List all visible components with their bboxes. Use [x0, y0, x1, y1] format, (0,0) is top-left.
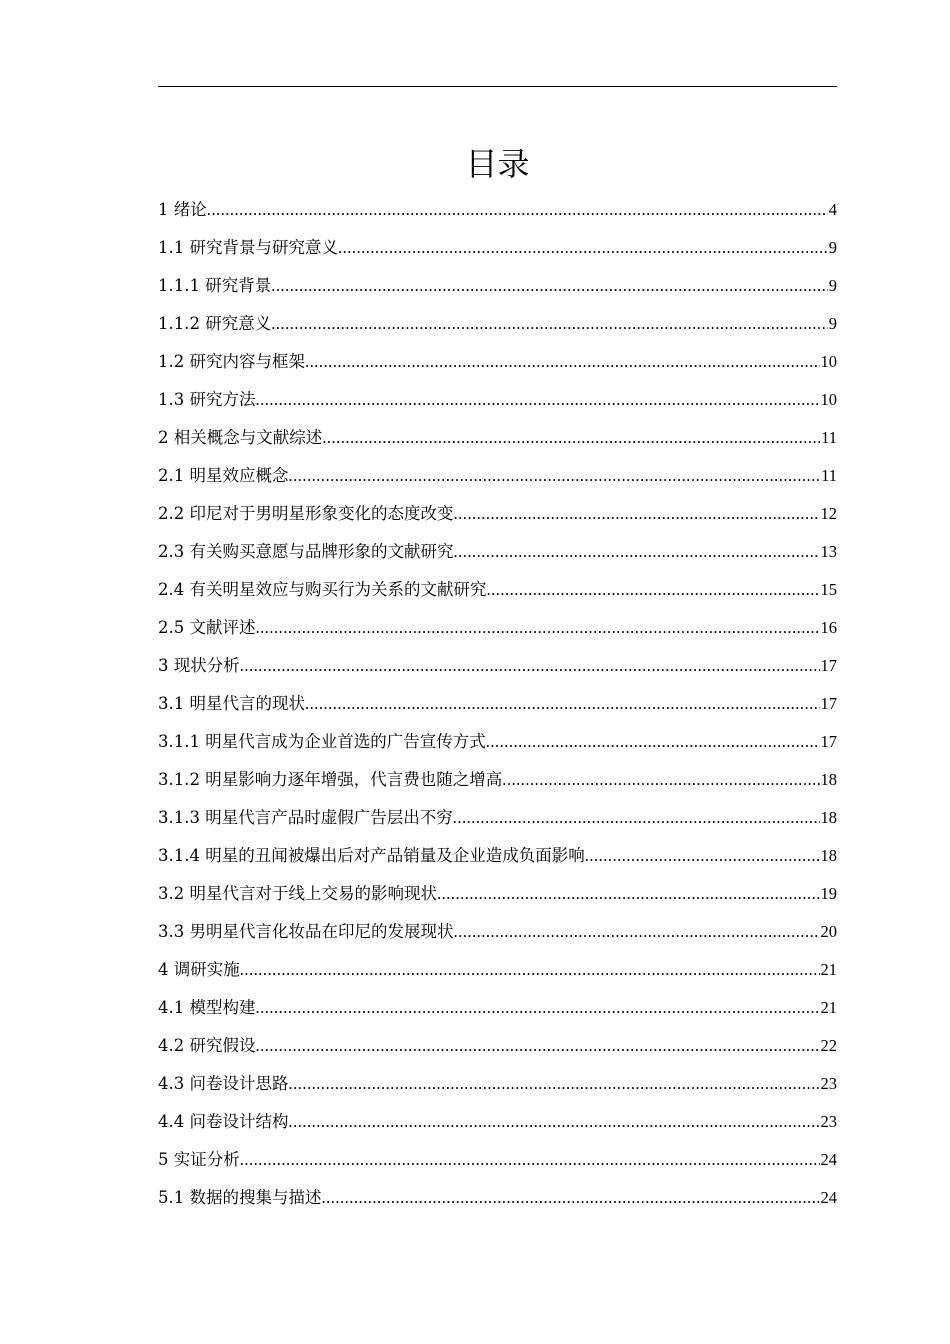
toc-entry[interactable] [158, 723, 837, 761]
toc-entry-page-number: 23 [820, 1112, 837, 1131]
toc-entry[interactable] [158, 837, 837, 875]
toc-entry-label: 2.1 明星效应概念 [158, 466, 289, 485]
toc-entry-page-number: 18 [820, 846, 837, 865]
toc-entry-label: 1 绪论 [158, 200, 207, 219]
toc-dot-leader [454, 495, 820, 533]
toc-dot-leader [437, 875, 820, 913]
toc-entry-page-number: 10 [820, 390, 837, 409]
toc-entry[interactable] [158, 1103, 837, 1141]
toc-entry-page-number: 17 [820, 694, 837, 713]
toc-dot-leader [338, 229, 828, 267]
toc-entry-page-number: 18 [820, 770, 837, 789]
toc-dot-leader [453, 799, 820, 837]
toc-entry-label: 1.1.1 研究背景 [158, 276, 272, 295]
toc-entry-label: 5 实证分析 [158, 1150, 240, 1169]
toc-entry-label: 2.4 有关明星效应与购买行为关系的文献研究 [158, 580, 487, 599]
toc-entry[interactable] [158, 305, 837, 343]
toc-dot-leader [502, 761, 819, 799]
toc-entry-label: 2 相关概念与文献综述 [158, 428, 323, 447]
toc-entry[interactable] [158, 457, 837, 495]
toc-entry-label: 3.1 明星代言的现状 [158, 694, 305, 713]
toc-entry-page-number: 10 [820, 352, 837, 371]
toc-dot-leader [305, 685, 820, 723]
toc-entry-page-number: 18 [820, 808, 837, 827]
toc-dot-leader [322, 1179, 820, 1217]
toc-entry-label: 3 现状分析 [158, 656, 240, 675]
toc-dot-leader [271, 305, 828, 343]
toc-entry[interactable] [158, 571, 837, 609]
toc-entry-label: 1.1.2 研究意义 [158, 314, 272, 333]
toc-dot-leader [322, 419, 820, 457]
toc-entry[interactable] [158, 609, 837, 647]
toc-dot-leader [487, 571, 820, 609]
toc-entry-page-number: 11 [821, 428, 837, 447]
toc-entry-page-number: 4 [828, 200, 837, 219]
toc-entry-label: 3.1.3 明星代言产品时虚假广告层出不穷 [158, 808, 453, 827]
toc-entry[interactable] [158, 495, 837, 533]
toc-entry[interactable] [158, 229, 837, 267]
toc-dot-leader [240, 1141, 820, 1179]
toc-dot-leader [289, 457, 821, 495]
toc-entry[interactable] [158, 343, 837, 381]
toc-dot-leader [256, 609, 820, 647]
toc-entry-page-number: 9 [828, 238, 837, 257]
toc-entry-page-number: 21 [820, 960, 837, 979]
toc-dot-leader [207, 191, 828, 229]
toc-entry-label: 3.3 男明星代言化妆品在印尼的发展现状 [158, 922, 454, 941]
toc-dot-leader [305, 343, 820, 381]
toc-dot-leader [289, 1103, 820, 1141]
toc-entry-label: 1.3 研究方法 [158, 390, 256, 409]
toc-entry-label: 3.1.4 明星的丑闻被爆出后对产品销量及企业造成负面影响 [158, 846, 585, 865]
toc-entry-label: 4.1 模型构建 [158, 998, 256, 1017]
toc-dot-leader [289, 1065, 820, 1103]
toc-entry-page-number: 11 [821, 466, 837, 485]
toc-entry-label: 2.5 文献评述 [158, 618, 256, 637]
toc-dot-leader [585, 837, 820, 875]
toc-entry-page-number: 13 [820, 542, 837, 561]
toc-dot-leader [256, 989, 820, 1027]
toc-entry-page-number: 9 [828, 276, 837, 295]
toc-entry[interactable] [158, 647, 837, 685]
toc-entry-label: 4 调研实施 [158, 960, 240, 979]
toc-entry-label: 3.1.2 明星影响力逐年增强，代言费也随之增高 [158, 770, 503, 789]
toc-entry-label: 4.2 研究假设 [158, 1036, 256, 1055]
toc-entry[interactable] [158, 1179, 837, 1217]
toc-entry[interactable] [158, 533, 837, 571]
toc-entry-label: 3.2 明星代言对于线上交易的影响现状 [158, 884, 437, 903]
toc-entry-page-number: 22 [820, 1036, 837, 1055]
toc-entry-label: 2.2 印尼对于男明星形象变化的态度改变 [158, 504, 454, 523]
toc-entry[interactable] [158, 381, 837, 419]
toc-entry-label: 4.3 问卷设计思路 [158, 1074, 289, 1093]
toc-entry-label: 1.1 研究背景与研究意义 [158, 238, 338, 257]
toc-entry[interactable] [158, 419, 837, 457]
toc-entry[interactable] [158, 1065, 837, 1103]
toc-entry-page-number: 19 [820, 884, 837, 903]
toc-entry-page-number: 24 [820, 1188, 837, 1207]
toc-dot-leader [454, 913, 820, 951]
toc-list [158, 191, 837, 1217]
toc-entry-label: 5.1 数据的搜集与描述 [158, 1188, 322, 1207]
toc-entry[interactable] [158, 191, 837, 229]
toc-entry[interactable] [158, 761, 837, 799]
toc-entry-page-number: 15 [820, 580, 837, 599]
toc-entry-label: 2.3 有关购买意愿与品牌形象的文献研究 [158, 542, 454, 561]
toc-dot-leader [256, 1027, 820, 1065]
toc-entry-page-number: 17 [820, 732, 837, 751]
toc-dot-leader [271, 267, 828, 305]
toc-entry[interactable] [158, 1027, 837, 1065]
toc-entry-page-number: 24 [820, 1150, 837, 1169]
toc-dot-leader [256, 381, 820, 419]
toc-entry-page-number: 23 [820, 1074, 837, 1093]
toc-entry-label: 1.2 研究内容与框架 [158, 352, 305, 371]
toc-entry[interactable] [158, 267, 837, 305]
toc-entry-label: 4.4 问卷设计结构 [158, 1112, 289, 1131]
toc-dot-leader [240, 951, 820, 989]
toc-entry[interactable] [158, 989, 837, 1027]
header-rule [158, 86, 837, 87]
toc-dot-leader [486, 723, 820, 761]
toc-title: 目录 [465, 145, 530, 183]
toc-entry-page-number: 17 [820, 656, 837, 675]
toc-entry-page-number: 9 [828, 314, 837, 333]
toc-entry[interactable] [158, 951, 837, 989]
toc-entry[interactable] [158, 1141, 837, 1179]
toc-entry-label: 3.1.1 明星代言成为企业首选的广告宣传方式 [158, 732, 486, 751]
toc-dot-leader [454, 533, 820, 571]
toc-dot-leader [240, 647, 820, 685]
toc-entry[interactable] [158, 685, 837, 723]
toc-entry[interactable] [158, 799, 837, 837]
toc-entry-page-number: 21 [820, 998, 837, 1017]
toc-entry-page-number: 20 [820, 922, 837, 941]
toc-entry[interactable] [158, 913, 837, 951]
toc-entry-page-number: 16 [820, 618, 837, 637]
toc-entry-page-number: 12 [820, 504, 837, 523]
toc-entry[interactable] [158, 875, 837, 913]
